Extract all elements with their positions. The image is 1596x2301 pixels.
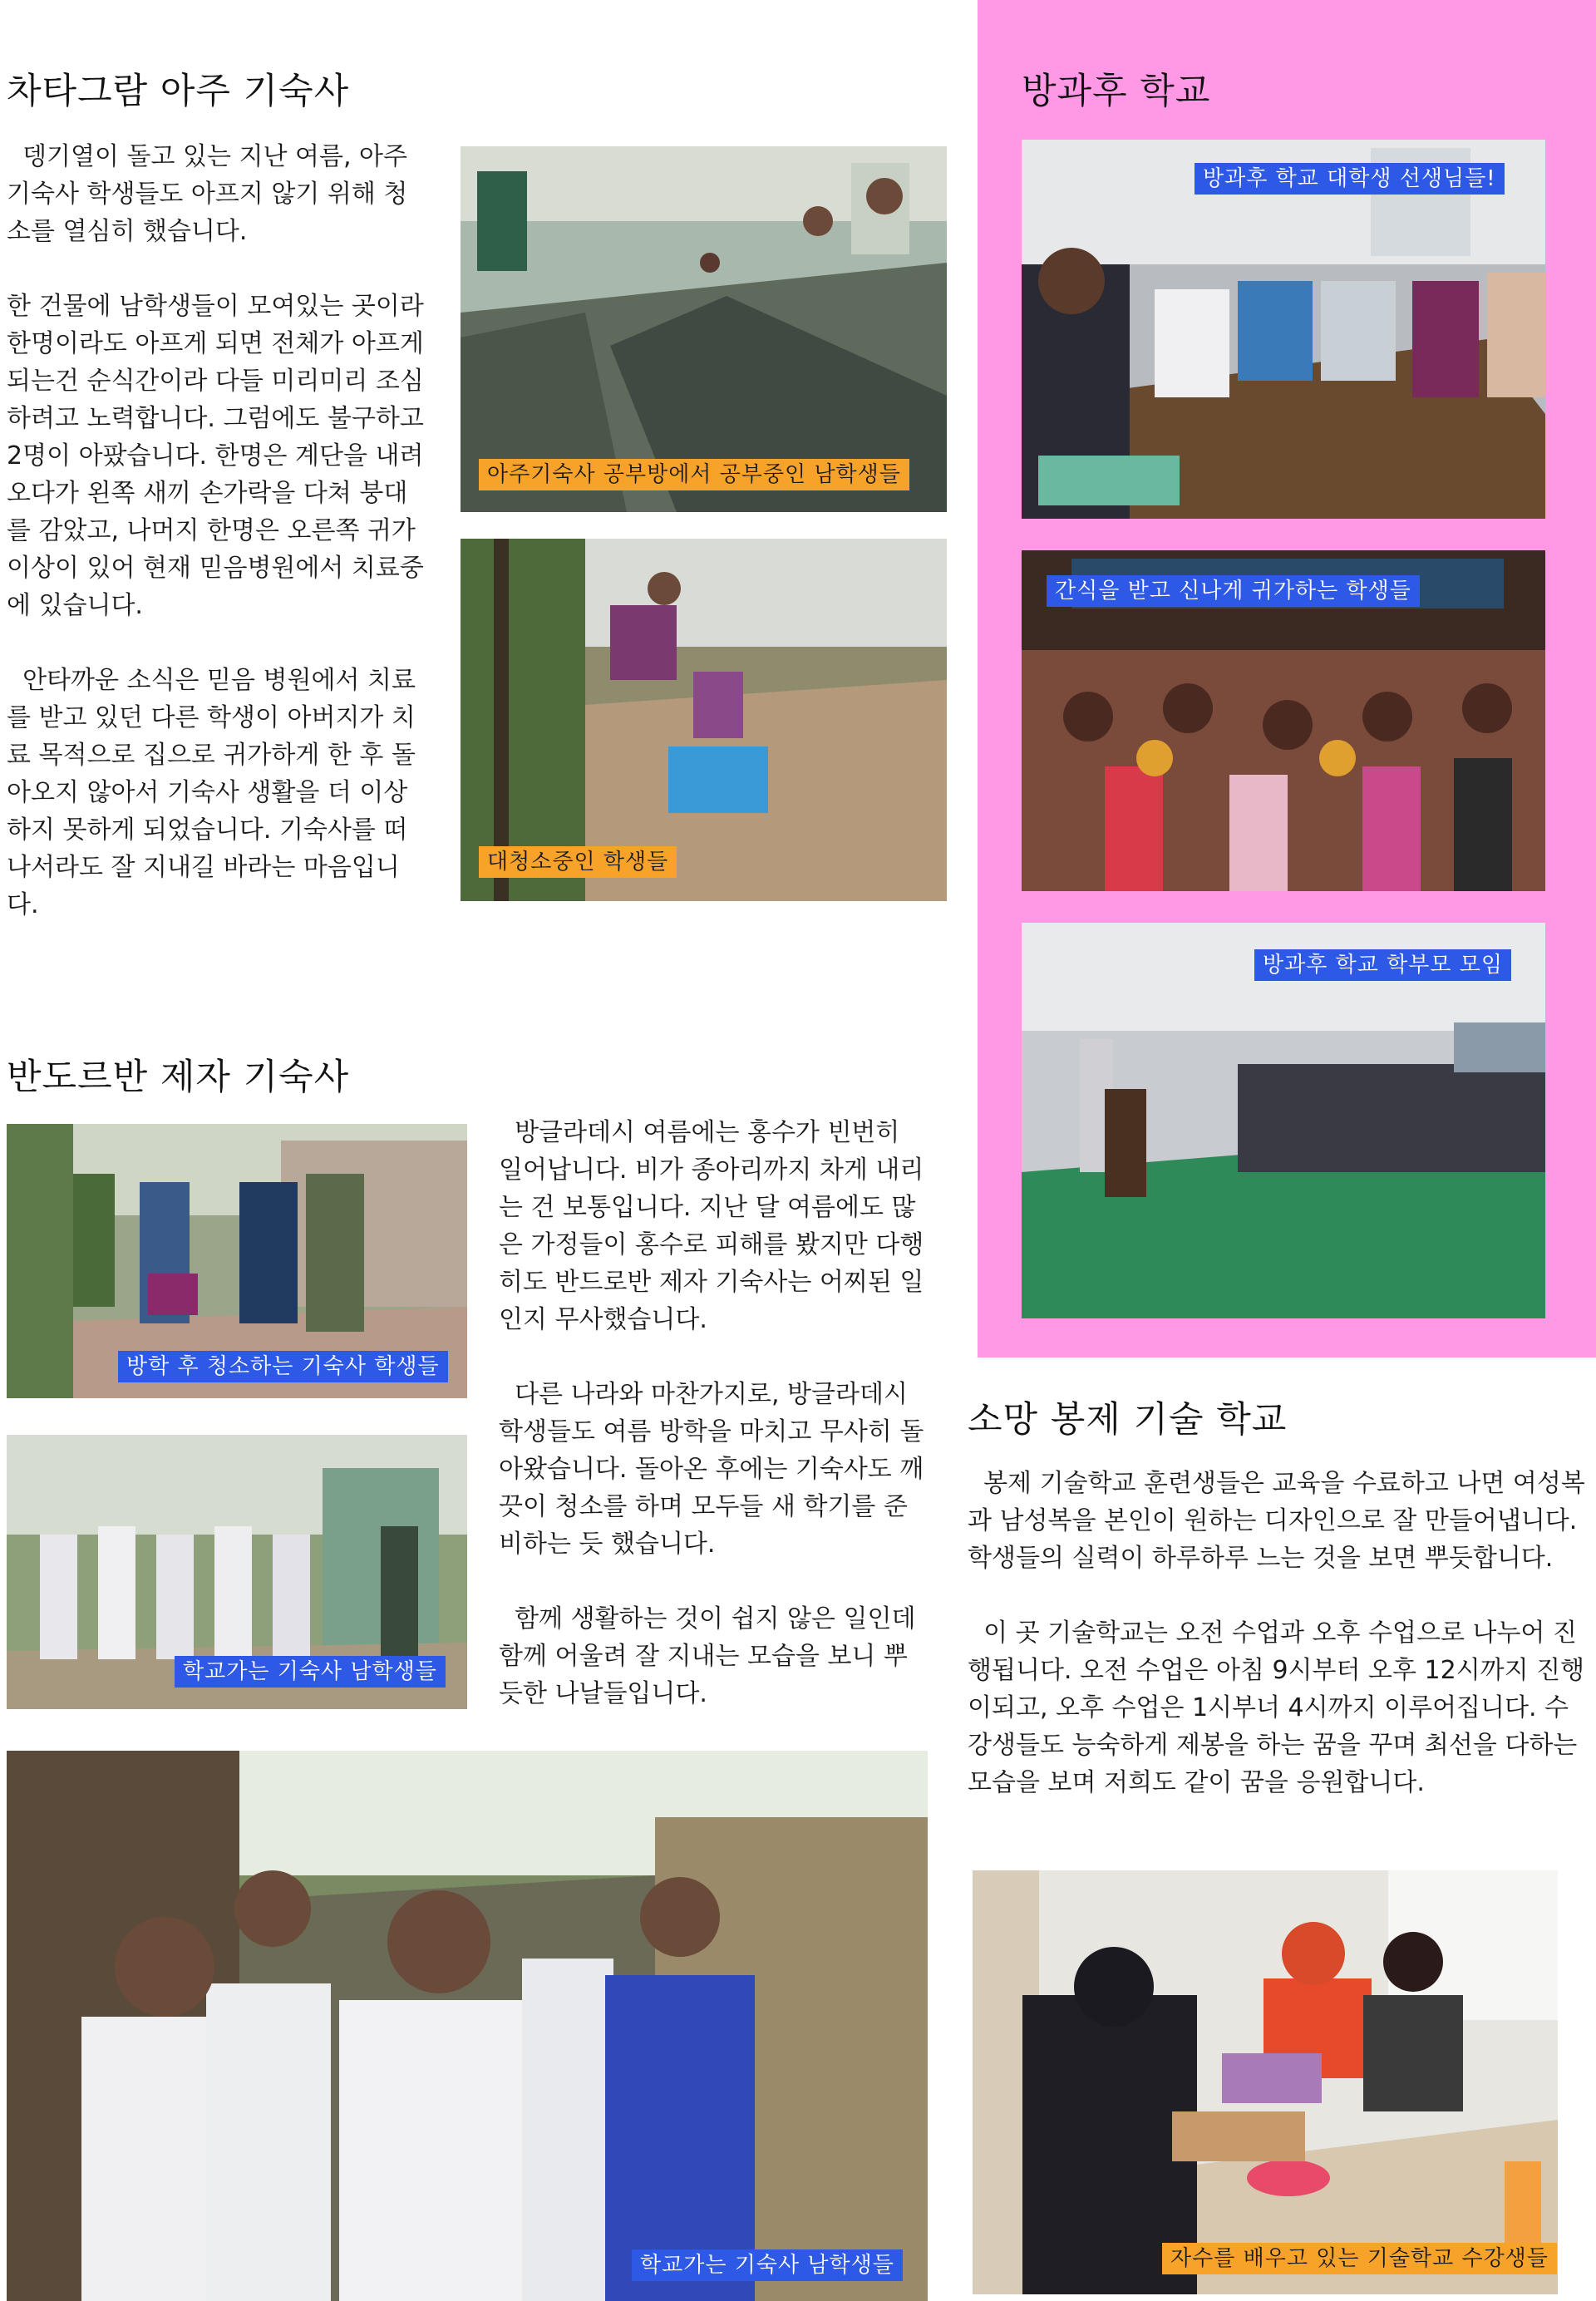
caption-teachers: 방과후 학교 대학생 선생님들! [1195,163,1505,195]
caption-snacks: 간식을 받고 신나게 귀가하는 학생들 [1047,575,1420,607]
bandorban-title: 반도르반 제자 기숙사 [7,1057,350,1098]
chatagram-paragraph-3: 안타까운 소식은 믿음 병원에서 치료를 받고 있던 다른 학생이 아버지가 치료 목적으로 집으로 귀가하게 한 후 돌아오지 않아서 기숙사 생활을 더 이상 하지 못하게 되었습니다. 기숙사를 떠나서라도 잘 지내길 바라는 마음입니다. [7,666,416,919]
bandorban-paragraph-1: 방글라데시 여름에는 홍수가 빈번히 일어납니다. 비가 종아리까지 차게 내리는 건 보통입니다. 지난 달 여름에도 많은 가정들이 홍수로 피해를 봤지만 다행히도 반드로반 제자 기숙사는 어찌된 일인지 무사했습니다. [499,1118,924,1334]
bandorban-paragraph-2: 다른 나라와 마찬가지로, 방글라데시 학생들도 여름 방학을 마치고 무사히 돌아왔습니다. 돌아온 후에는 기숙사도 깨끗이 청소를 하며 모두들 새 학기를 준비하는 듯 했습니다. [499,1380,924,1559]
sewing-paragraph-2: 이 곳 기술학교는 오전 수업과 오후 수업으로 나누어 진행됩니다. 오전 수업은 아침 9시부터 오후 12시까지 진행이되고, 오후 수업은 1시부너 4시까지 이루어집니다. 수강생들도 능숙하게 제봉을 하는 꿈을 꾸며 최선을 다하는 모습을 보며 저희도 같이 꿈을 응원합니다. [968,1619,1585,1797]
chatagram-body [7,138,431,924]
caption-vacation-cleaning: 방학 후 청소하는 기숙사 학생들 [118,1351,448,1382]
photo-study-room [461,146,947,512]
caption-going-school-1: 학교가는 기숙사 남학생들 [175,1656,446,1688]
caption-embroidery: 자수를 배우고 있는 기술학교 수강생들 [1162,2243,1557,2274]
sewing-title: 소망 봉제 기술 학교 [968,1399,1288,1441]
sewing-body [968,1465,1591,1801]
caption-going-school-2: 학교가는 기숙사 남학생들 [632,2249,903,2281]
sewing-paragraph-1: 봉제 기술학교 훈련생들은 교육을 수료하고 나면 여성복과 남성복을 본인이 원하는 디자인으로 잘 만들어냅니다. 학생들의 실력이 하루하루 느는 것을 보면 뿌듯합니다. [968,1469,1585,1573]
chatagram-paragraph-2: 한 건물에 남학생들이 모여있는 곳이라 한명이라도 아프게 되면 전체가 아프게 되는건 순식간이라 다들 미리미리 조심하려고 노력합니다. 그럼에도 불구하고 2명이 아팠습니다. 한명은 계단을 내려오다가 왼쪽 새끼 손가락을 다쳐 붕대를 감았고, 나머지 한명은 오른쪽 귀가 이상이 있어 현재 믿음병원에서 치료중에 있습니다. [7,292,424,620]
caption-study-room: 아주기숙사 공부방에서 공부중인 남학생들 [479,459,909,490]
bandorban-paragraph-3: 함께 생활하는 것이 쉽지 않은 일인데 함께 어울려 잘 지내는 모습을 보니 뿌듯한 나날들입니다. [499,1604,924,1708]
photo-parents-meeting [1022,923,1545,1318]
caption-parents-meeting: 방과후 학교 학부모 모임 [1254,949,1511,981]
photo-cleaning [461,539,947,901]
chatagram-title: 차타그람 아주 기숙사 [7,71,350,112]
photo-teachers [1022,140,1545,519]
photo-going-school-1 [7,1435,467,1709]
chatagram-paragraph-1: 뎅기열이 돌고 있는 지난 여름, 아주기숙사 학생들도 아프지 않기 위해 청소를 열심히 했습니다. [7,142,408,246]
photo-snacks [1022,550,1545,891]
bandorban-body [499,1114,931,1712]
photo-vacation-cleaning [7,1124,467,1398]
caption-cleaning: 대청소중인 학생들 [479,846,677,878]
afterschool-title: 방과후 학교 [1022,71,1211,112]
photo-embroidery [973,1870,1558,2294]
photo-going-school-2 [7,1751,928,2301]
